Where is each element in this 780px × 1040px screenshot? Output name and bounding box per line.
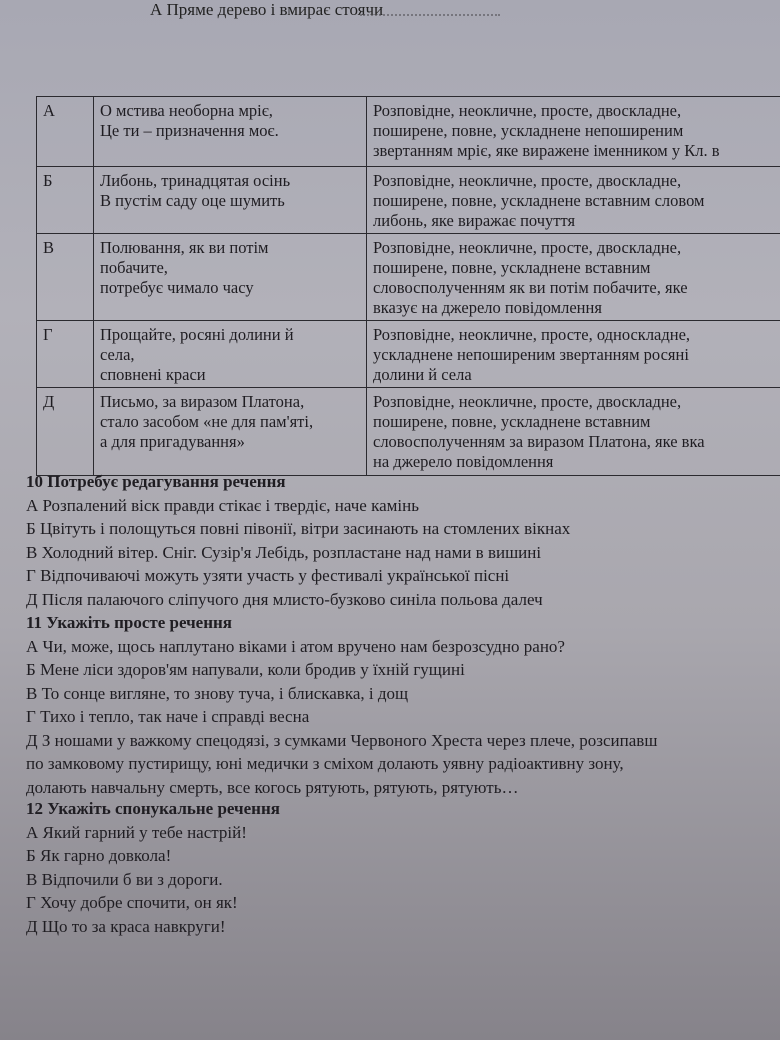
question-10 — [26, 470, 570, 611]
answer-option: Б Як гарно довкола! — [26, 846, 172, 865]
answer-option-continued: долають навчальну смерть, все когось рятують, рятують, рятують… — [26, 777, 519, 797]
table-row — [37, 321, 780, 388]
previous-option-line: А Пряме дерево і вмирає стоячи — [150, 0, 384, 19]
answer-option: А Який гарний у тебе настрій! — [26, 822, 247, 842]
answer-option: Д Після палаючого сліпучого дня млисто-бузково синіла польова далеч — [26, 589, 543, 609]
row-sentence: Прощайте, росяні долини й села, сповнені краси — [100, 325, 294, 384]
row-letter: В — [37, 234, 94, 321]
answer-option: Г Відпочиваючі можуть узяти участь у фестивалі української пісні — [26, 566, 510, 585]
analysis-table — [36, 96, 780, 476]
answer-option: Д Що то за краса навкруги! — [26, 916, 226, 936]
row-sentence: Либонь, тринадцятая осінь В пустім саду оце шумить — [100, 171, 291, 210]
row-sentence: Полювання, як ви потім побачите, потребує чимало часу — [100, 238, 269, 297]
row-sentence: Письмо, за виразом Платона, стало засобом «не для пам'яті, а для пригадування» — [100, 392, 314, 451]
table-row — [37, 97, 780, 167]
question-heading: 12 Укажіть спонукальне речення — [26, 799, 280, 818]
faded-line — [360, 14, 500, 22]
answer-option: Б Цвітуть і полощуться повні півонії, вітри засинають на стомлених вікнах — [26, 519, 571, 538]
row-letter: Д — [37, 388, 94, 476]
question-12 — [26, 797, 280, 938]
row-analysis: Розповідне, неокличне, просте, двоскладне, поширене, повне, ускладнене непоширеним звертанням мріє, яке виражене іменником у Кл. в — [367, 97, 780, 167]
table-row — [37, 167, 780, 234]
answer-option: В Відпочили б ви з дороги. — [26, 869, 223, 889]
answer-option: Д З ношами у важкому спецодязі, з сумками Червоного Хреста через плече, розсипавш — [26, 730, 658, 750]
answer-option: Г Тихо і тепло, так наче і справді весна — [26, 707, 310, 726]
answer-option: Б Мене ліси здоров'ям напували, коли бродив у їхній гущині — [26, 660, 465, 679]
answer-option: А Розпалений віск правди стікає і твердіє, наче камінь — [26, 495, 419, 515]
row-sentence: О мстива необорна мріє, Це ти – призначення моє. — [100, 101, 279, 140]
row-letter: А — [37, 97, 94, 167]
row-analysis: Розповідне, неокличне, просте, двоскладне, поширене, повне, ускладнене вставним словом либонь, яке виражає почуття — [367, 167, 780, 234]
row-letter: Г — [37, 321, 94, 388]
table-row — [37, 388, 780, 476]
question-heading: 10 Потребує редагування речення — [26, 472, 286, 491]
answer-option: А Чи, може, щось наплутано віками і атом вручено нам безрозсудно рано? — [26, 636, 565, 656]
question-11 — [26, 611, 657, 799]
answer-option-continued: по замковому пустирищу, юні медички з сміхом долають уявну радіоактивну зону, — [26, 754, 624, 773]
answer-option: В Холодний вітер. Сніг. Сузір'я Лебідь, розпластане над нами в вишині — [26, 542, 542, 562]
answer-option: Г Хочу добре спочити, он як! — [26, 893, 238, 912]
question-heading: 11 Укажіть просте речення — [26, 613, 233, 632]
row-letter: Б — [37, 167, 94, 234]
row-analysis: Розповідне, неокличне, просте, двоскладне, поширене, повне, ускладнене вставним словосполученням за виразом Платона, яке вка на джерело повідомлення — [367, 388, 780, 476]
row-analysis: Розповідне, неокличне, просте, двоскладне, поширене, повне, ускладнене вставним словосполученням як ви потім побачите, яке вказує на джерело повідомлення — [367, 234, 780, 321]
row-analysis: Розповідне, неокличне, просте, односкладне, ускладнене непоширеним звертанням росяні долини й села — [367, 321, 780, 388]
answer-option: В То сонце вигляне, то знову туча, і блискавка, і дощ — [26, 683, 409, 703]
table-row — [37, 234, 780, 321]
